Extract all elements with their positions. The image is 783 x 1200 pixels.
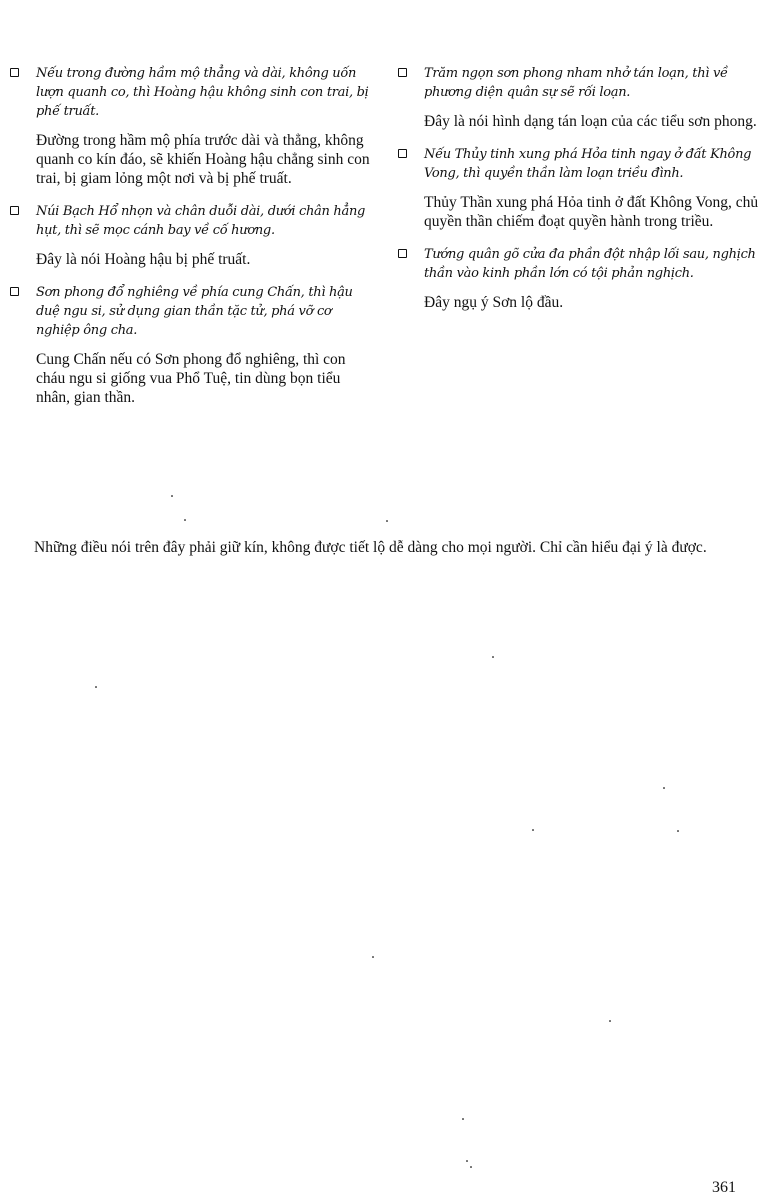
checkbox-bullet-icon [10,206,19,215]
explanation-text: Đường trong hầm mộ phía trước dài và thẳng, không quanh co kín đáo, sẽ khiến Hoàng hậu chẳng sinh con trai, bị giam lỏng một nơi và bị phế truất. [36,132,370,187]
scan-speck [95,686,97,688]
scan-speck [492,656,494,658]
checkbox-bullet-icon [398,249,407,258]
scan-speck [470,1166,472,1168]
explanation-text: Đây là nói Hoàng hậu bị phế truất. [36,251,251,268]
verse-text: Sơn phong đổ nghiêng về phía cung Chấn, thì hậu duệ ngu si, sử dụng gian thần tặc tử, phá vỡ cơ nghiệp ông cha. [36,285,353,338]
explanation-text: Đây ngụ ý Sơn lộ đầu. [424,294,564,311]
list-item [10,202,374,269]
scan-speck [184,519,186,521]
scan-speck [386,520,388,522]
verse-text: Nếu Thủy tinh xung phá Hỏa tinh ngay ở đất Không Vong, thì quyền thần làm loạn triều đình. [424,147,752,181]
left-column [10,64,374,417]
scan-speck [462,1118,464,1120]
checkbox-bullet-icon [10,287,19,296]
verse-text: Núi Bạch Hổ nhọn và chân duỗi dài, dưới chân hẳng hụt, thì sẽ mọc cánh bay về cố hương. [36,204,366,238]
list-item [10,64,374,188]
list-item [398,245,760,312]
list-item [398,64,760,131]
verse-text: Nếu trong đường hầm mộ thẳng và dài, không uốn lượn quanh co, thì Hoàng hậu không sinh con trai, bị phế truất. [36,66,369,119]
checkbox-bullet-icon [10,68,19,77]
checkbox-bullet-icon [398,149,407,158]
closing-paragraph: Những điều nói trên đây phải giữ kín, không được tiết lộ dễ dàng cho mọi người. Chỉ cần hiểu đại ý là được. [34,539,707,556]
page-number: 361 [712,1179,736,1196]
scan-speck [532,829,534,831]
scan-speck [171,495,173,497]
scan-speck [677,830,679,832]
explanation-text: Cung Chấn nếu có Sơn phong đổ nghiêng, thì con cháu ngu si giống vua Phổ Tuệ, tin dùng bọn tiểu nhân, gian thần. [36,351,346,406]
explanation-text: Đây là nói hình dạng tán loạn của các tiểu sơn phong. [424,113,757,130]
list-item [398,145,760,231]
verse-text: Trăm ngọn sơn phong nham nhở tán loạn, thì về phương diện quân sự sẽ rối loạn. [424,66,728,100]
checkbox-bullet-icon [398,68,407,77]
right-column [398,64,760,322]
explanation-text: Thủy Thần xung phá Hỏa tinh ở đất Không Vong, chủ quyền thần chiếm đoạt quyền hành trong triều. [424,194,759,230]
verse-text: Tướng quân gõ cửa đa phần đột nhập lối sau, nghịch thần vào kinh phần lớn có tội phản nghịch. [424,247,756,281]
scan-speck [372,956,374,958]
list-item [10,283,374,407]
scan-speck [466,1160,468,1162]
scan-speck [609,1020,611,1022]
scan-speck [663,787,665,789]
